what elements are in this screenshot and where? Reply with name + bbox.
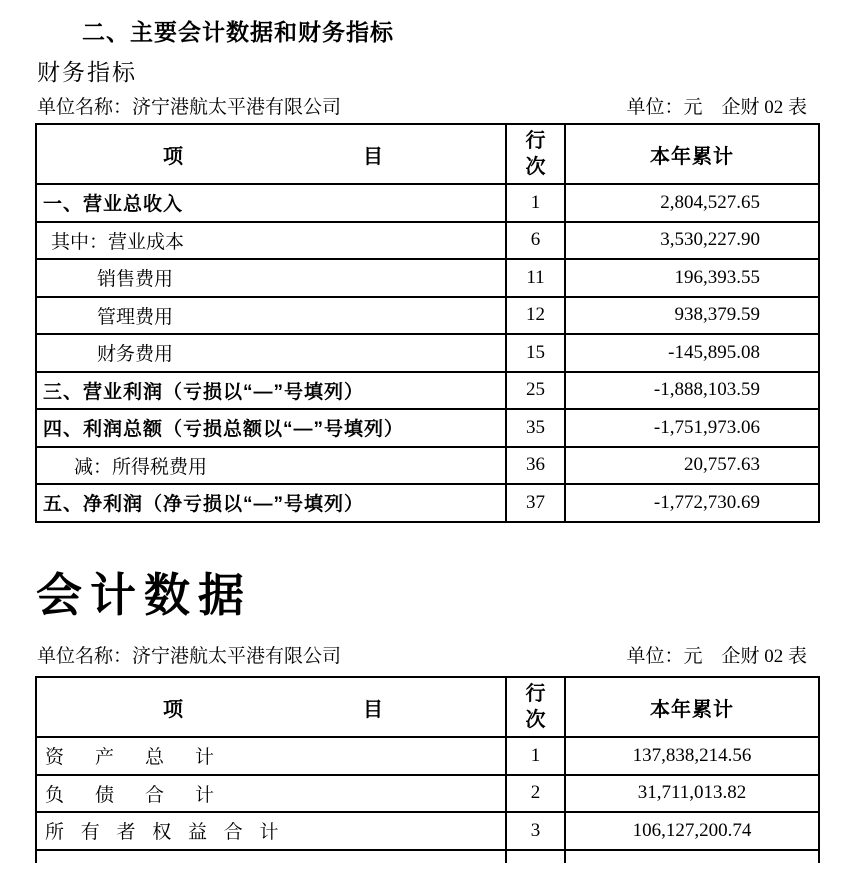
table-row	[36, 184, 819, 222]
row-lineno: 2	[506, 775, 565, 813]
header-item-cell: 项 目	[36, 677, 506, 737]
header-lineno-cell: 行 次	[506, 677, 565, 737]
row-lineno: 1	[506, 184, 565, 222]
header-value-cell: 本年累计	[565, 677, 819, 737]
row-value: 938,379.59	[565, 297, 819, 335]
row-lineno: 25	[506, 372, 565, 410]
accounting-data-table	[35, 676, 820, 863]
table2-meta-line	[37, 641, 807, 668]
accounting-data-title: 会计数据	[36, 570, 252, 621]
table-row	[36, 222, 819, 260]
row-lineno: 37	[506, 484, 565, 522]
row-lineno: 35	[506, 409, 565, 447]
row-item: 五、净利润（净亏损以“—”号填列）	[36, 484, 506, 522]
table-header-row	[36, 677, 819, 737]
row-lineno: 6	[506, 222, 565, 260]
table-row-cutoff	[36, 850, 819, 864]
financial-indicators-title: 财务指标	[37, 60, 137, 85]
row-item: 一、营业总收入	[36, 184, 506, 222]
table-row	[36, 447, 819, 485]
company-name-label: 单位名称：济宁港航太平港有限公司	[37, 646, 342, 667]
table-row	[36, 812, 819, 850]
table-row	[36, 297, 819, 335]
table-row	[36, 409, 819, 447]
row-value: -145,895.08	[565, 334, 819, 372]
row-item: 负 债 合 计	[36, 775, 506, 813]
row-item: 管理费用	[36, 297, 506, 335]
table1-meta-line	[37, 92, 807, 119]
row-value: -1,772,730.69	[565, 484, 819, 522]
row-lineno: 1	[506, 737, 565, 775]
row-item: 四、利润总额（亏损总额以“—”号填列）	[36, 409, 506, 447]
unit-label: 单位：元 企财 02 表	[626, 97, 807, 118]
row-item: 销售费用	[36, 259, 506, 297]
row-item: 资 产 总 计	[36, 737, 506, 775]
row-lineno: 12	[506, 297, 565, 335]
header-value-cell: 本年累计	[565, 124, 819, 184]
row-value: 106,127,200.74	[565, 812, 819, 850]
section-heading: 二、主要会计数据和财务指标	[82, 19, 394, 45]
row-lineno: 3	[506, 812, 565, 850]
row-value: 3,530,227.90	[565, 222, 819, 260]
row-value: -1,751,973.06	[565, 409, 819, 447]
table-row	[36, 775, 819, 813]
row-lineno: 15	[506, 334, 565, 372]
table-row	[36, 484, 819, 522]
table-row	[36, 737, 819, 775]
row-item: 所 有 者 权 益 合 计	[36, 812, 506, 850]
row-lineno: 11	[506, 259, 565, 297]
row-item: 三、营业利润（亏损以“—”号填列）	[36, 372, 506, 410]
table-row	[36, 334, 819, 372]
company-name-label: 单位名称：济宁港航太平港有限公司	[37, 97, 342, 118]
row-item: 减：所得税费用	[36, 447, 506, 485]
row-value: 2,804,527.65	[565, 184, 819, 222]
header-lineno-cell: 行 次	[506, 124, 565, 184]
row-value: -1,888,103.59	[565, 372, 819, 410]
financial-indicators-table	[35, 123, 820, 543]
row-item: 财务费用	[36, 334, 506, 372]
table-row	[36, 259, 819, 297]
row-value: 196,393.55	[565, 259, 819, 297]
header-item-cell: 项 目	[36, 124, 506, 184]
row-value: 20,757.63	[565, 447, 819, 485]
row-value: 137,838,214.56	[565, 737, 819, 775]
table-row	[36, 372, 819, 410]
table-header-row	[36, 124, 819, 184]
row-value: 31,711,013.82	[565, 775, 819, 813]
unit-label: 单位：元 企财 02 表	[626, 646, 807, 667]
row-lineno: 36	[506, 447, 565, 485]
row-item: 其中：营业成本	[36, 222, 506, 260]
